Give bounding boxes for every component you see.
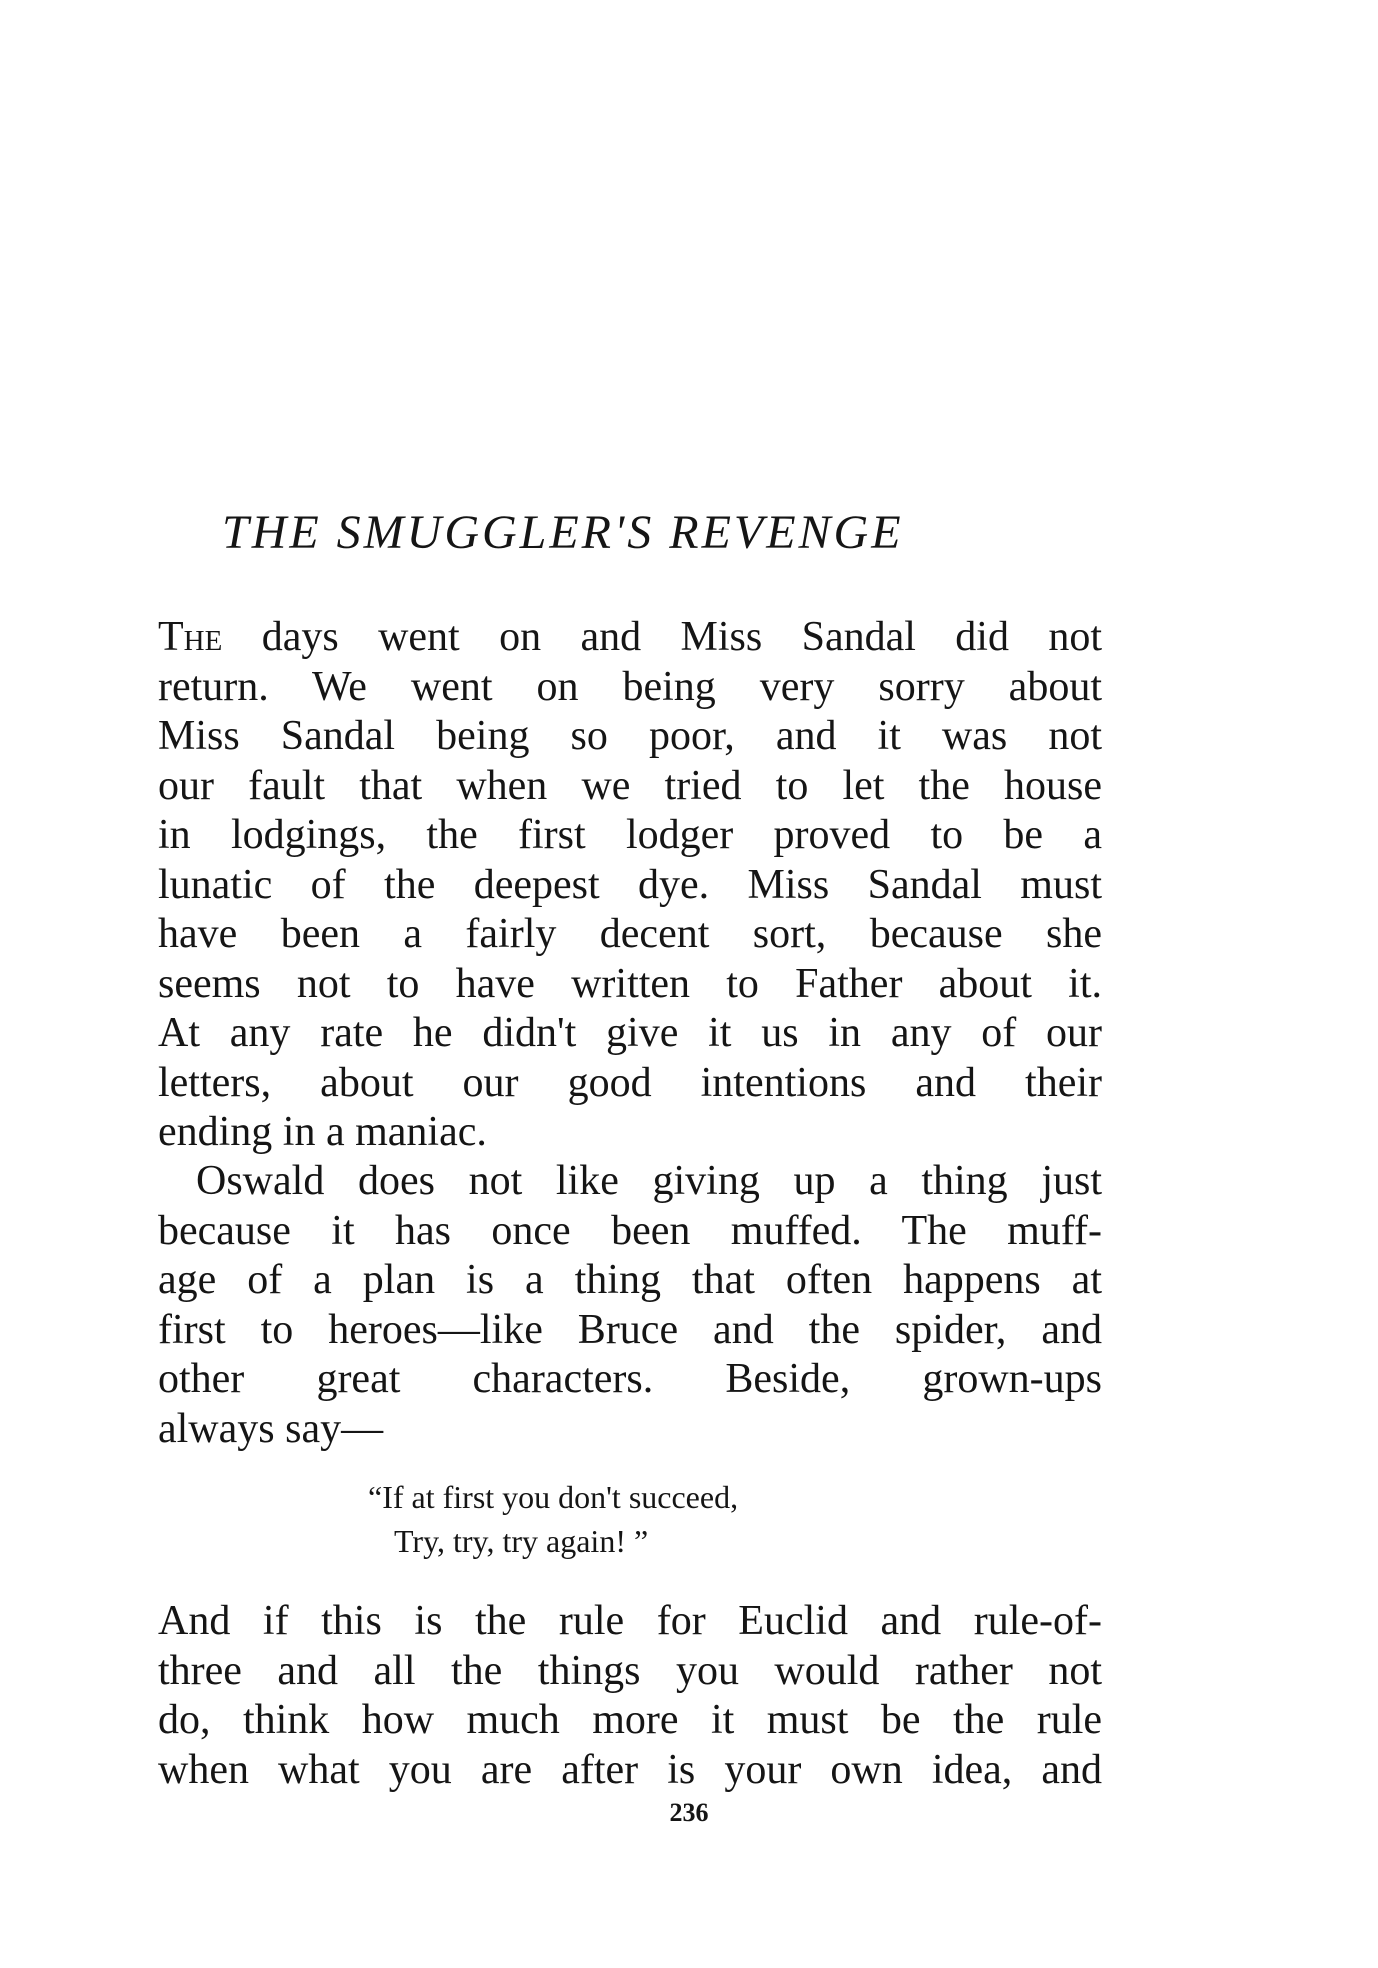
lead-word: The bbox=[158, 614, 223, 660]
text-line: always say— bbox=[158, 1405, 384, 1452]
chapter-title: THE SMUGGLER'S REVENGE bbox=[222, 506, 904, 559]
first-line-rest: days went on and Miss Sandal did not bbox=[222, 614, 1102, 660]
text-line: have been a fairly decent sort, because she bbox=[158, 911, 1102, 957]
page-number: 236 bbox=[669, 1798, 709, 1827]
text-line: return. We went on being very sorry about bbox=[158, 663, 1102, 710]
verse-line-2: Try, try, try again! ” bbox=[394, 1523, 649, 1559]
verse-line-1: “If at first you don't succeed, bbox=[368, 1479, 739, 1515]
paragraph-1 bbox=[158, 613, 1102, 1158]
text-line: age of a plan is a thing that often happens at bbox=[158, 1257, 1102, 1303]
verse-quote bbox=[368, 1475, 738, 1563]
text-line: seems not to have written to Father about it. bbox=[158, 960, 1102, 1007]
text-line bbox=[158, 613, 1102, 663]
text-line: when what you are after is your own idea, and bbox=[158, 1746, 1102, 1793]
text-line: first to heroes—like Bruce and the spider, and bbox=[158, 1306, 1102, 1353]
text-line: Miss Sandal being so poor, and it was not bbox=[158, 713, 1102, 759]
text-line: Oswald does not like giving up a thing just bbox=[196, 1158, 1102, 1204]
text-line: our fault that when we tried to let the house bbox=[158, 762, 1102, 809]
text-line: At any rate he didn't give it us in any of our bbox=[158, 1010, 1102, 1056]
text-line: do, think how much more it must be the rule bbox=[158, 1697, 1102, 1743]
text-line: in lodgings, the first lodger proved to be a bbox=[158, 812, 1102, 858]
text-line: ending in a maniac. bbox=[158, 1109, 487, 1155]
text-line: letters, about our good intentions and their bbox=[158, 1059, 1102, 1106]
text-line: because it has once been muffed. The muff- bbox=[158, 1207, 1102, 1254]
text-line: And if this is the rule for Euclid and rule-of- bbox=[158, 1598, 1102, 1644]
text-line: other great characters. Beside, grown-ups bbox=[158, 1356, 1102, 1402]
text-line: three and all the things you would rather not bbox=[158, 1647, 1102, 1694]
text-line: lunatic of the deepest dye. Miss Sandal must bbox=[158, 861, 1102, 908]
paragraph-3 bbox=[158, 1597, 1102, 1795]
paragraph-2 bbox=[158, 1157, 1102, 1454]
